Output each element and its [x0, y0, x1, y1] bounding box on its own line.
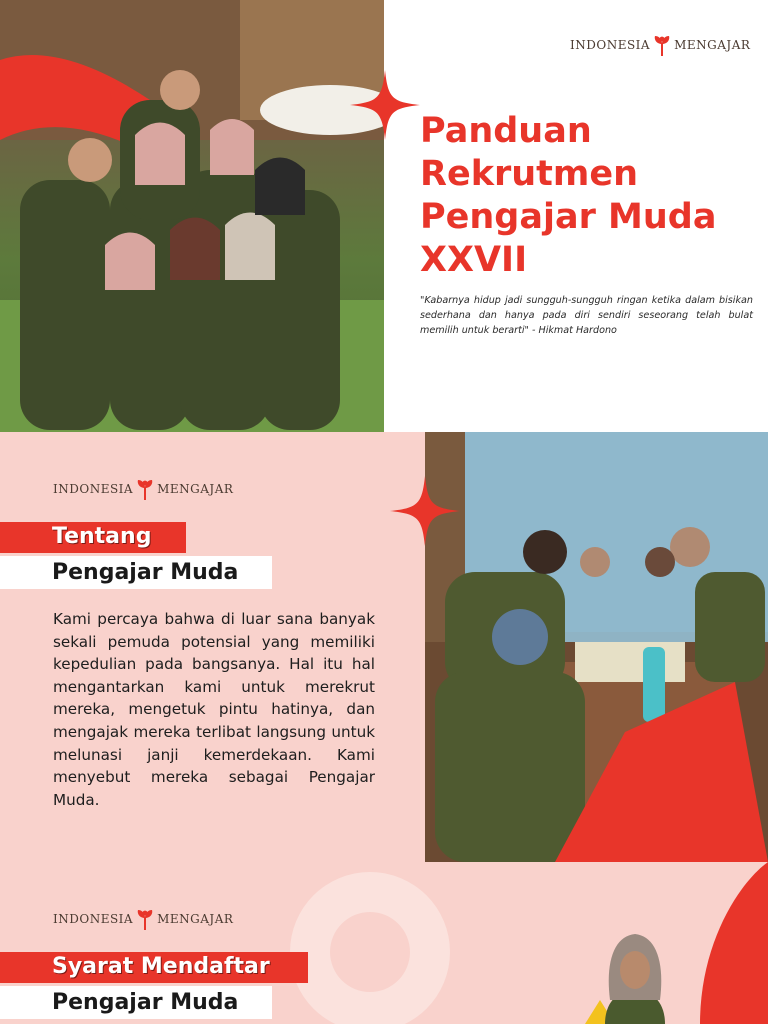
background-shape: [280, 862, 768, 1024]
logo-text-right: MENGAJAR: [674, 38, 751, 52]
section-heading-white: Pengajar Muda: [0, 986, 272, 1019]
logo-text-right: MENGAJAR: [157, 912, 234, 926]
logo-text-right: MENGAJAR: [157, 482, 234, 496]
brand-logo: [53, 908, 233, 930]
about-body: Kami percaya bahwa di luar sana banyak sekali pemuda potensial yang memiliki kepedulian pada bangsanya. Hal itu hal mengantarkan kami untuk merekrut mereka, mengetuk pintu hatinya, dan mengajak mereka terlibat langsung untuk melunasi janji kemerdekaan. Kami menyebut mereka sebagai Pengajar Muda.: [53, 610, 375, 809]
about-section: [0, 432, 768, 862]
section-heading-red: Syarat Mendaftar: [0, 952, 308, 983]
title-line: XXVII: [420, 240, 528, 280]
title-line: Rekrutmen: [420, 154, 638, 194]
sparkle-icon: [390, 476, 460, 546]
cover-section: [0, 0, 768, 432]
sparkle-icon: [350, 70, 420, 140]
sprout-icon: [135, 908, 155, 930]
title-line: Panduan: [420, 111, 592, 151]
cover-quote: "Kabarnya hidup jadi sungguh-sungguh ringan ketika dalam bisikan sederhana dan hanya pada diri sendiri seseorang telah bulat memilih untuk berarti" - Hikmat Hardono: [420, 295, 753, 336]
section-heading-red: Tentang: [0, 522, 186, 553]
requirements-section: [0, 862, 768, 1024]
person-photo: [585, 930, 685, 1024]
section-heading-white: Pengajar Muda: [0, 556, 272, 589]
page-title: [420, 110, 760, 282]
logo-text-left: INDONESIA: [53, 482, 134, 496]
logo-text-left: INDONESIA: [53, 912, 134, 926]
sprout-icon: [135, 478, 155, 500]
brand-logo: [570, 34, 750, 56]
brand-logo: [53, 478, 233, 500]
classroom-photo: [425, 432, 768, 862]
group-photo: [0, 0, 384, 432]
logo-text-left: INDONESIA: [570, 38, 651, 52]
title-line: Pengajar Muda: [420, 197, 717, 237]
sprout-icon: [652, 34, 672, 56]
